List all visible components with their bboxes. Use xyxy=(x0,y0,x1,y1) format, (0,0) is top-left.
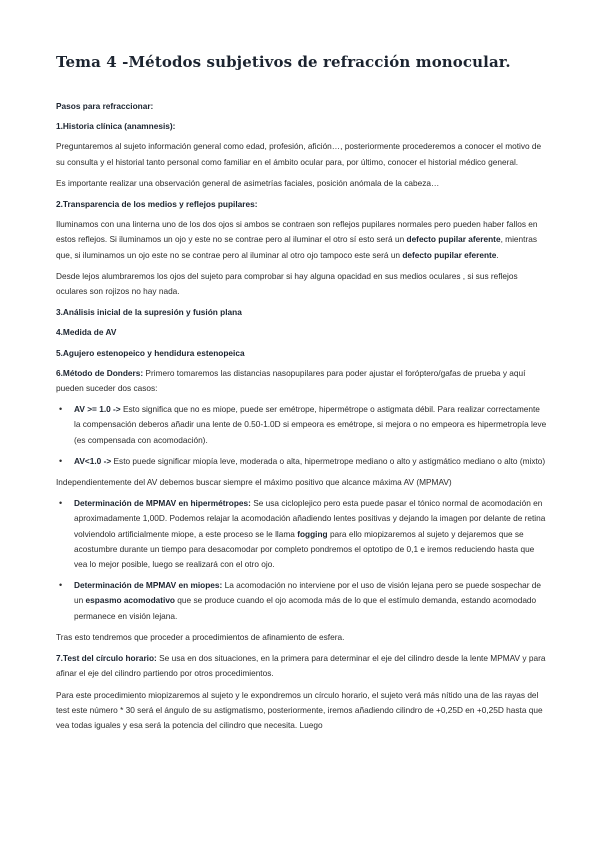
term-fogging: fogging xyxy=(297,528,328,539)
bullet-icon: • xyxy=(59,455,63,466)
section-1-heading: 1.Historia clínica (anamnesis): xyxy=(56,121,176,132)
bullet-term: Determinación de MPMAV en miopes: xyxy=(74,580,223,591)
section-6-heading: 6.Método de Donders: xyxy=(56,367,144,378)
section-5-heading: 5.Agujero estenopeico y hendidura estenopeica xyxy=(56,347,245,358)
text-run: Iluminamos con una linterna uno de los dos ojos si ambos se contraen son reflejos pupilares normales pero pueden haber fallos en estos reflejos. Si iluminamos un ojo y este no se contrae pero al iluminar el otro sí esto será un xyxy=(56,219,538,245)
section-6-paragraph-1 xyxy=(56,366,548,396)
text-run: Primero tomaremos las distancias nasopupilares para poder ajustar el foróptero/gafas de prueba y aquí pueden suceder dos casos: xyxy=(56,367,526,394)
text-run: para ello miopizaremos al sujeto y dejaremos que se acostumbre durante un tiempo para desacomodar por completo pondremos el optotipo de 0,1 e iremos reduciendo hasta que vea lo mejor posible, luego se realizará con el otro ojo. xyxy=(74,528,535,570)
bullet-term: AV >= 1.0 -> xyxy=(74,404,121,415)
page-title: Tema 4 -Métodos subjetivos de refracción monocular. xyxy=(56,53,511,71)
section-2-paragraph-1 xyxy=(56,217,548,263)
text-run: La acomodación no interviene por el uso de visión lejana pero se puede sospechar de un xyxy=(74,580,542,606)
text-run: Se usa en dos situaciones, en la primera para determinar el eje del cilindro desde la lente MPMAV y para afinar el eje del cilindro partiendo por otros procedimientos. xyxy=(56,653,546,679)
term-accommodative-spasm: espasmo acomodativo xyxy=(85,595,175,606)
section-7-paragraph-1 xyxy=(56,651,548,681)
term-efferent-defect: defecto pupilar eferente xyxy=(402,249,497,260)
section-1-paragraph-2: Es importante realizar una observación general de asimetrías faciales, posición anómala de la cabeza… xyxy=(56,177,440,188)
section-7-heading: 7.Test del círculo horario: xyxy=(56,653,157,664)
bullet-list-mpmav xyxy=(56,496,548,624)
text-run: Se usa cicloplejico pero esta puede pasar el tónico normal de acomodación en aproximadamente 1,00D. Podemos relajar la acomodación añadiendo lentes positivas y dejando la imagen por delante de retina volviendolo artificialmente miope, a este proceso se le llama xyxy=(74,498,546,539)
text-run: Esto significa que no es miope, puede ser emétrope, hipermétrope o astigmata débil. Para realizar correctamente la compensación deberos añadir una lente de 0.50-1.0D si empeora es emétrope, si mejora o no empeora es hipermetropía leve (es compensada con acomodación). xyxy=(74,404,547,445)
bullet-term: AV<1.0 -> xyxy=(74,455,112,466)
bullet-icon: • xyxy=(59,580,63,591)
section-1-paragraph-1: Preguntaremos al sujeto información general como edad, profesión, afición…, posteriormente procederemos a conocer el motivo de su consulta y el historial tanto personal como familiar en el ámbito ocular para, por último, conocer el historial médico general. xyxy=(56,141,542,167)
list-item xyxy=(56,402,548,448)
section-6-paragraph-2: Independientemente del AV debemos buscar siempre el máximo positivo que alcance máxima AV (MPMAV) xyxy=(56,477,452,488)
list-item xyxy=(56,496,548,572)
document-body xyxy=(56,99,548,739)
text-run: que se produce cuando el ojo acomoda más de lo que el estímulo demanda, estando acomodado permanece en visión lejana. xyxy=(74,595,537,621)
bullet-icon: • xyxy=(59,498,63,509)
section-6-paragraph-3: Tras esto tendremos que proceder a procedimientos de afinamiento de esfera. xyxy=(56,631,345,642)
bullet-icon: • xyxy=(59,404,63,415)
text-run: , mientras que, si iluminamos un ojo este no se contrae pero al iluminar al otro ojo tampoco este será un xyxy=(56,234,537,260)
text-run: Esto puede significar miopía leve, moderada o alta, hipermetrope mediano o alto y astigmático mediano o alto (mixto) xyxy=(111,455,546,466)
section-2-paragraph-2: Desde lejos alumbraremos los ojos del sujeto para comprobar si hay alguna opacidad en sus medios oculares , si sus reflejos oculares son rojizos no hay nada. xyxy=(56,270,518,297)
steps-heading: Pasos para refraccionar: xyxy=(56,101,154,111)
bullet-term: Determinación de MPMAV en hipermétropes: xyxy=(74,498,251,509)
section-3-heading: 3.Análisis inicial de la supresión y fusión plana xyxy=(56,307,242,318)
list-item xyxy=(56,454,548,469)
section-4-heading: 4.Medida de AV xyxy=(56,327,117,338)
text-run: . xyxy=(496,249,499,260)
section-2-heading: 2.Transparencia de los medios y reflejos pupilares: xyxy=(56,199,258,210)
section-7-paragraph-2: Para este procedimiento miopizaremos al sujeto y le expondremos un círculo horario, el sujeto verá más nítido una de las rayas del test este número * 30 será el ángulo de su astigmatismo, posteriormente, iremos añadiendo cilindro de +0,25D en +0,25D hasta que vea todas iguales y esa será la potencia del cilindro que necesita. Luego xyxy=(56,689,543,730)
term-afferent-defect: defecto pupilar aferente xyxy=(406,234,501,245)
list-item xyxy=(56,578,548,624)
bullet-list-av xyxy=(56,402,548,469)
